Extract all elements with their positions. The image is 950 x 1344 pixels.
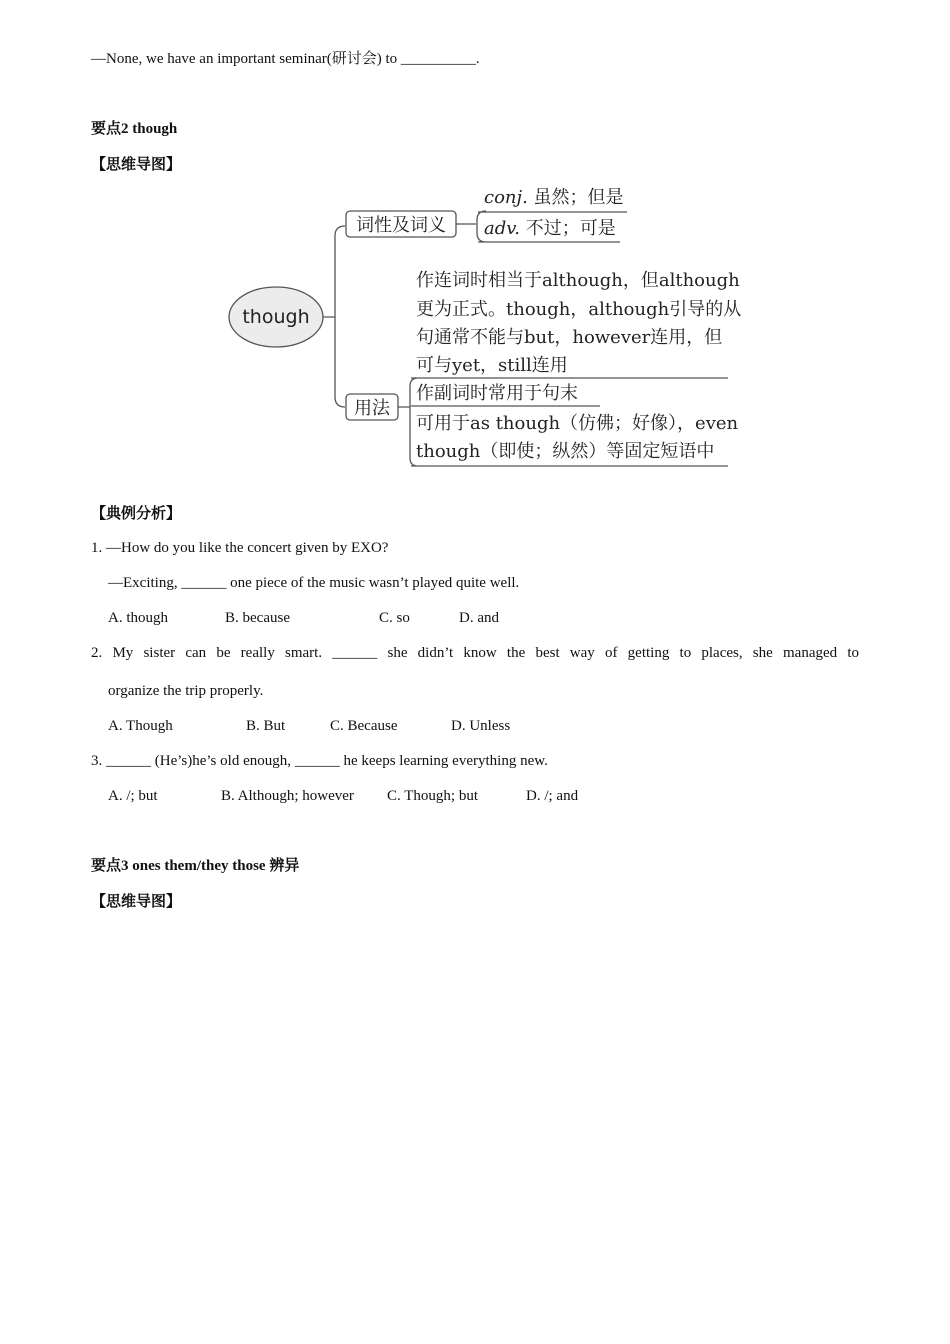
q1-option-a: A. though <box>108 610 168 626</box>
usage2-line: 作副词时常用于句末 <box>416 383 578 404</box>
q1-option-b: B. because <box>225 610 290 626</box>
usage1-line1: 作连词时相当于although，但although <box>416 270 740 291</box>
usage3-line1: 可用于as though（仿佛；好像），even <box>416 413 739 434</box>
q1-option-d: D. and <box>459 610 499 626</box>
mindmap-trunk-line <box>323 226 345 407</box>
mindmap-branch1-label: 词性及词义 <box>356 215 446 236</box>
mindmap-branch2-label: 用法 <box>354 398 390 419</box>
mindmap-branch1-item-conj: conj. 虽然；但是 <box>484 187 624 208</box>
point2-mindmap-label: 【思维导图】 <box>91 155 182 173</box>
q2-option-d: D. Unless <box>451 718 511 734</box>
q3-line1: 3. ______ (He’s)he’s old enough, ______ he keeps learning everything new. <box>91 753 548 769</box>
q3-option-b: B. Although; however <box>221 788 354 804</box>
usage1-line4: 可与yet，still连用 <box>416 355 568 376</box>
q1-line1: 1. —How do you like the concert given by EXO? <box>91 540 389 556</box>
q2-options <box>108 716 510 736</box>
usage1-line2: 更为正式。though，although引导的从 <box>416 299 742 320</box>
q2-option-b: B. But <box>246 718 286 734</box>
q1-line2: —Exciting, ______ one piece of the music wasn’t played quite well. <box>108 575 520 591</box>
q3-option-d: D. /; and <box>526 788 579 804</box>
q1-option-c: C. so <box>379 610 410 626</box>
mindmap-branch1-item-adv: adv. 不过；可是 <box>484 218 616 239</box>
usage1-line3: 句通常不能与but，however连用，但 <box>416 327 723 348</box>
usage3-line2: though（即使；纵然）等固定短语中 <box>416 441 715 462</box>
point3-title: 要点3 ones them/they those 辨异 <box>91 858 300 874</box>
mindmap-root-label: though <box>242 306 310 328</box>
q2-line1: 2. My sister can be really smart. ______ she didn’t know the best way of getting to places, she managed to <box>91 645 859 661</box>
point3-mindmap-label: 【思维导图】 <box>91 892 182 910</box>
dialogue-line: —None, we have an important seminar(研讨会) to __________. <box>91 51 480 67</box>
q2-line2: organize the trip properly. <box>108 683 264 699</box>
q1-options <box>108 608 499 628</box>
q3-option-c: C. Though; but <box>387 788 478 804</box>
q2-option-a: A. Though <box>108 718 173 734</box>
q3-option-a: A. /; but <box>108 788 158 804</box>
q3-options <box>108 786 578 806</box>
point2-title: 要点2 though <box>91 121 178 137</box>
q2-option-c: C. Because <box>330 718 398 734</box>
examples-label: 【典例分析】 <box>91 504 182 522</box>
